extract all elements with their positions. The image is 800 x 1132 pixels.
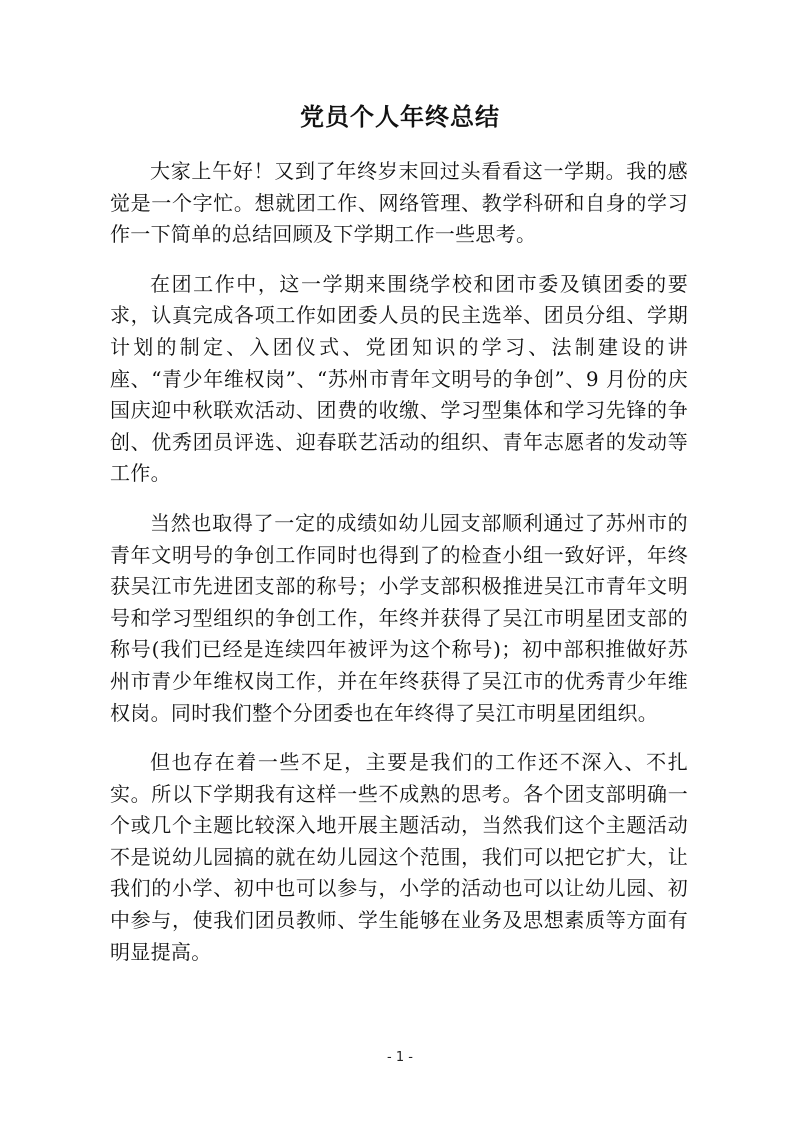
paragraph-league-work: 在团工作中，这一学期来围绕学校和团市委及镇团委的要求，认真完成各项工作如团委人员的民主选举、团员分组、学期计划的制定、入团仪式、党团知识的学习、法制建设的讲座、“青少年维权岗”、“苏州市青年文明号的争创”、9 月份的庆国庆迎中秋联欢活动、团费的收缴、学习型集体和学习先锋的争创、优秀团员评选、迎春联艺活动的组织、青年志愿者的发动等工作。 bbox=[110, 271, 688, 486]
paragraph-greeting: 大家上午好！又到了年终岁末回过头看看这一学期。我的感觉是一个字忙。想就团工作、网络管理、教学科研和自身的学习作一下简单的总结回顾及下学期工作一些思考。 bbox=[110, 159, 688, 247]
paragraph-achievements: 当然也取得了一定的成绩如幼儿园支部顺利通过了苏州市的青年文明号的争创工作同时也得到了的检查小组一致好评，年终获吴江市先进团支部的称号；小学支部积极推进吴江市青年文明号和学习型组织的争创工作，年终并获得了吴江市明星团支部的称号(我们已经是连续四年被评为这个称号)；初中部积推做好苏州市青少年维权岗工作，并在年终获得了吴江市的优秀青少年维权岗。同时我们整个分团委也在年终得了吴江市明星团组织。 bbox=[110, 510, 688, 725]
page-number: - 1 - bbox=[387, 1050, 413, 1065]
document-body bbox=[110, 156, 688, 986]
paragraph-shortcomings: 但也存在着一些不足，主要是我们的工作还不深入、不扎实。所以下学期我有这样一些不成熟的思考。各个团支部明确一个或几个主题比较深入地开展主题活动，当然我们这个主题活动不是说幼儿园搞的就在幼儿园这个范围，我们可以把它扩大，让我们的小学、初中也可以参与，小学的活动也可以让幼儿园、初中参与，使我们团员教师、学生能够在业务及思想素质等方面有明显提高。 bbox=[110, 750, 688, 964]
document-title: 党员个人年终总结 bbox=[300, 103, 500, 131]
